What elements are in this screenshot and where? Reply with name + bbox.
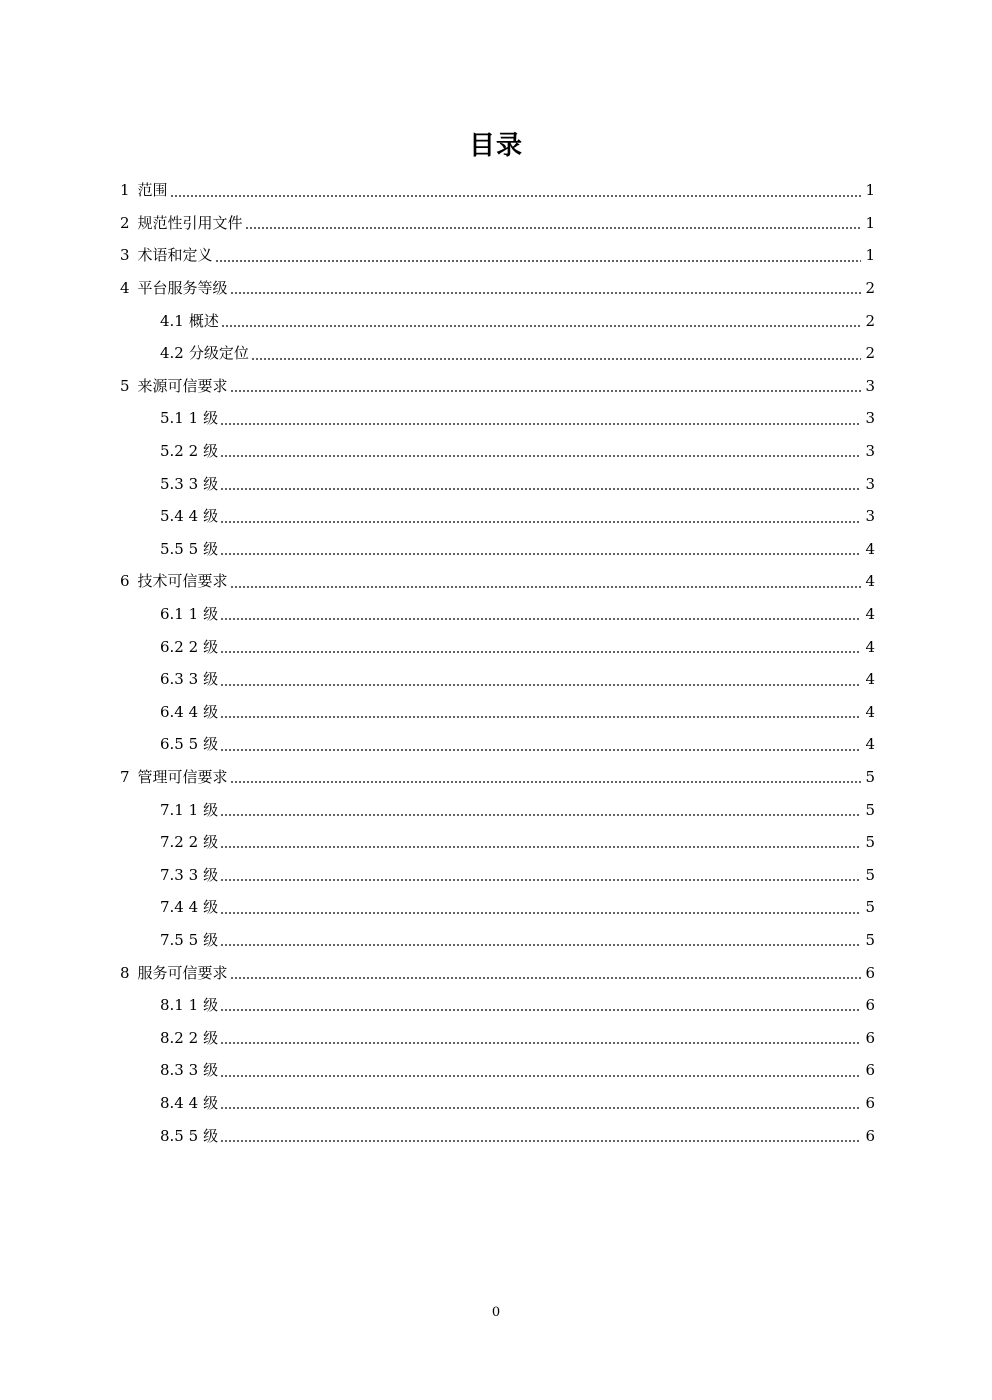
toc-entry[interactable] xyxy=(120,272,875,305)
toc-entry[interactable] xyxy=(120,239,875,272)
toc-entry-title: 级 xyxy=(203,865,219,884)
dot-leader xyxy=(220,1140,861,1142)
toc-entry[interactable] xyxy=(120,500,875,533)
toc-entry-page: 3 xyxy=(865,442,875,461)
toc-entry-page: 5 xyxy=(865,833,875,852)
toc-entry[interactable] xyxy=(120,435,875,468)
toc-entry-number: 5.2 2 xyxy=(160,442,199,461)
toc-entry[interactable] xyxy=(120,1087,875,1120)
toc-entry-page: 4 xyxy=(865,572,875,591)
toc-entry[interactable] xyxy=(120,402,875,435)
toc-entry-number: 3 xyxy=(120,246,130,265)
toc-entry-title: 级 xyxy=(203,1028,219,1047)
toc-entry[interactable] xyxy=(120,858,875,891)
toc-entry-page: 1 xyxy=(865,181,875,200)
dot-leader xyxy=(220,553,861,555)
toc-entry-number: 5.1 1 xyxy=(160,409,199,428)
toc-entry-title: 级 xyxy=(203,507,219,526)
toc-entry-title: 级 xyxy=(203,474,219,493)
toc-entry-title: 服务可信要求 xyxy=(137,963,228,982)
toc-entry-page: 4 xyxy=(865,637,875,656)
dot-leader xyxy=(230,586,861,588)
toc-entry-title: 级 xyxy=(203,800,219,819)
toc-entry[interactable] xyxy=(120,598,875,631)
page-title: 目录 xyxy=(468,131,523,161)
toc-entry[interactable] xyxy=(120,663,875,696)
toc-entry-page: 4 xyxy=(865,670,875,689)
dot-leader xyxy=(220,488,861,490)
toc-entry-number: 4 xyxy=(120,279,130,298)
toc-entry-number: 6.4 4 xyxy=(160,702,199,721)
dot-leader xyxy=(220,455,861,457)
toc-entry-title: 级 xyxy=(203,409,219,428)
toc-entry-page: 4 xyxy=(865,735,875,754)
toc-entry-number: 7.3 3 xyxy=(160,865,199,884)
toc-entry[interactable] xyxy=(120,1119,875,1152)
toc-entry-title: 级 xyxy=(203,930,219,949)
toc-entry-number: 5.4 4 xyxy=(160,507,199,526)
toc-entry-title: 级 xyxy=(203,605,219,624)
toc-entry-number: 5.3 3 xyxy=(160,474,199,493)
dot-leader xyxy=(221,325,861,327)
toc-entry-page: 6 xyxy=(865,1061,875,1080)
toc-entry-title: 级 xyxy=(203,539,219,558)
toc-entry-page: 3 xyxy=(865,376,875,395)
dot-leader xyxy=(220,846,861,848)
toc-entry-page: 5 xyxy=(865,898,875,917)
toc-entry-title: 级 xyxy=(203,735,219,754)
dot-leader xyxy=(220,1042,861,1044)
toc-entry-title: 管理可信要求 xyxy=(137,767,228,786)
dot-leader xyxy=(251,358,861,360)
dot-leader xyxy=(220,684,861,686)
toc-entry-page: 6 xyxy=(865,1126,875,1145)
dot-leader xyxy=(230,977,861,979)
toc-entry[interactable] xyxy=(120,728,875,761)
toc-entry[interactable] xyxy=(120,174,875,207)
toc-entry-title: 规范性引用文件 xyxy=(137,213,243,232)
toc-entry[interactable] xyxy=(120,1021,875,1054)
dot-leader xyxy=(220,912,861,914)
toc-entry-number: 4.1 xyxy=(160,311,184,330)
toc-entry-number: 8.1 1 xyxy=(160,996,199,1015)
toc-entry-number: 8.5 5 xyxy=(160,1126,199,1145)
toc-entry[interactable] xyxy=(120,565,875,598)
toc-entry-number: 1 xyxy=(120,181,130,200)
toc-entry-title: 级 xyxy=(203,1093,219,1112)
toc-entry-page: 5 xyxy=(865,930,875,949)
dot-leader xyxy=(230,390,861,392)
toc-entry-page: 3 xyxy=(865,474,875,493)
dot-leader xyxy=(220,716,861,718)
dot-leader xyxy=(220,651,861,653)
toc-entry[interactable] xyxy=(120,467,875,500)
toc-entry-page: 4 xyxy=(865,539,875,558)
dot-leader xyxy=(220,1009,861,1011)
toc-entry-number: 7.1 1 xyxy=(160,800,199,819)
toc-entry-number: 8.4 4 xyxy=(160,1093,199,1112)
toc-entry-page: 5 xyxy=(865,767,875,786)
toc-entry-number: 7 xyxy=(120,767,130,786)
dot-leader xyxy=(230,781,861,783)
toc-entry[interactable] xyxy=(120,207,875,240)
toc-entry-page: 3 xyxy=(865,507,875,526)
toc-entry-number: 7.5 5 xyxy=(160,930,199,949)
toc-entry[interactable] xyxy=(120,1054,875,1087)
toc-entry-number: 6.1 1 xyxy=(160,605,199,624)
toc-entry-page: 5 xyxy=(865,800,875,819)
toc-entry-title: 级 xyxy=(203,1061,219,1080)
toc-entry-page: 2 xyxy=(865,311,875,330)
dot-leader xyxy=(220,521,861,523)
dot-leader xyxy=(220,814,861,816)
toc-entry[interactable] xyxy=(120,337,875,370)
toc-entry-title: 平台服务等级 xyxy=(137,279,228,298)
page-number: 0 xyxy=(491,1305,501,1320)
toc-entry[interactable] xyxy=(120,924,875,957)
dot-leader xyxy=(220,879,861,881)
toc-entry-number: 6.5 5 xyxy=(160,735,199,754)
dot-leader xyxy=(230,292,861,294)
toc-entry-title: 来源可信要求 xyxy=(137,376,228,395)
toc-entry-page: 6 xyxy=(865,1093,875,1112)
toc-entry-title: 级 xyxy=(203,442,219,461)
toc-entry-page: 1 xyxy=(865,213,875,232)
toc-entry[interactable] xyxy=(120,793,875,826)
toc-entry-page: 4 xyxy=(865,702,875,721)
toc-entry[interactable] xyxy=(120,370,875,403)
toc-entry-page: 6 xyxy=(865,1028,875,1047)
toc-entry-page: 2 xyxy=(865,344,875,363)
toc-entry[interactable] xyxy=(120,630,875,663)
toc-entry-page: 5 xyxy=(865,865,875,884)
dot-leader xyxy=(220,749,861,751)
table-of-contents xyxy=(120,174,875,1152)
toc-entry-title: 级 xyxy=(203,1126,219,1145)
toc-entry-number: 8.3 3 xyxy=(160,1061,199,1080)
toc-entry[interactable] xyxy=(120,696,875,729)
dot-leader xyxy=(170,195,861,197)
toc-entry-number: 4.2 xyxy=(160,344,184,363)
toc-entry-title: 范围 xyxy=(137,181,168,200)
toc-entry[interactable] xyxy=(120,989,875,1022)
toc-entry-number: 2 xyxy=(120,213,130,232)
toc-entry-title: 级 xyxy=(203,996,219,1015)
toc-entry-number: 8.2 2 xyxy=(160,1028,199,1047)
toc-entry[interactable] xyxy=(120,304,875,337)
toc-entry[interactable] xyxy=(120,891,875,924)
toc-entry[interactable] xyxy=(120,826,875,859)
toc-entry-title: 级 xyxy=(203,898,219,917)
toc-entry-number: 6 xyxy=(120,572,130,591)
toc-entry-page: 6 xyxy=(865,996,875,1015)
toc-entry-number: 6.3 3 xyxy=(160,670,199,689)
toc-entry-title: 级 xyxy=(203,702,219,721)
toc-entry-title: 技术可信要求 xyxy=(137,572,228,591)
toc-entry-title: 级 xyxy=(203,833,219,852)
toc-entry-number: 7.4 4 xyxy=(160,898,199,917)
dot-leader xyxy=(245,227,861,229)
toc-entry-page: 4 xyxy=(865,605,875,624)
toc-entry-number: 6.2 2 xyxy=(160,637,199,656)
toc-entry-number: 5.5 5 xyxy=(160,539,199,558)
dot-leader xyxy=(215,260,861,262)
toc-entry-title: 级 xyxy=(203,670,219,689)
dot-leader xyxy=(220,423,861,425)
toc-entry-number: 7.2 2 xyxy=(160,833,199,852)
toc-entry-title: 分级定位 xyxy=(188,344,249,363)
toc-entry-page: 2 xyxy=(865,279,875,298)
toc-entry-title: 术语和定义 xyxy=(137,246,213,265)
toc-entry[interactable] xyxy=(120,761,875,794)
dot-leader xyxy=(220,618,861,620)
dot-leader xyxy=(220,1107,861,1109)
toc-entry-page: 6 xyxy=(865,963,875,982)
toc-entry-page: 1 xyxy=(865,246,875,265)
dot-leader xyxy=(220,944,861,946)
toc-entry-title: 概述 xyxy=(188,311,219,330)
toc-entry[interactable] xyxy=(120,533,875,566)
toc-entry[interactable] xyxy=(120,956,875,989)
dot-leader xyxy=(220,1075,861,1077)
toc-entry-number: 8 xyxy=(120,963,130,982)
toc-entry-title: 级 xyxy=(203,637,219,656)
toc-entry-number: 5 xyxy=(120,376,130,395)
toc-entry-page: 3 xyxy=(865,409,875,428)
